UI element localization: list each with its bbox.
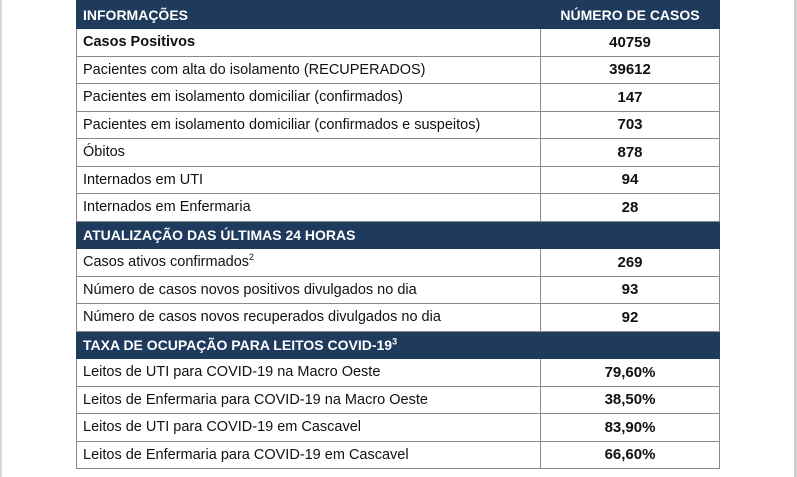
footnote-marker: 2 [249,252,255,263]
row-label: Pacientes em isolamento domiciliar (confirmados e suspeitos) [77,111,541,139]
section-header-24h [77,221,720,249]
row-label: Internados em Enfermaria [77,194,541,222]
row-value: 83,90% [541,414,720,442]
table-row [77,249,720,277]
row-value: 40759 [541,29,720,57]
row-value: 38,50% [541,386,720,414]
section-title: ATUALIZAÇÃO DAS ÚLTIMAS 24 HORAS [77,221,541,249]
row-value: 703 [541,111,720,139]
row-label-text: Casos ativos confirmados [83,254,250,271]
section-title-text: TAXA DE OCUPAÇÃO PARA LEITOS COVID-19 [83,336,393,353]
row-label: Leitos de UTI para COVID-19 na Macro Oeste [77,359,541,387]
table-row [77,386,720,414]
row-label: Internados em UTI [77,166,541,194]
row-label: Óbitos [77,139,541,167]
row-value: 269 [541,249,720,277]
row-value: 39612 [541,56,720,84]
row-label: Número de casos novos positivos divulgados no dia [77,276,541,304]
table-row [77,304,720,332]
section-title [77,331,541,359]
section-header-empty-cell [541,331,720,359]
row-label: Casos Positivos [77,29,541,57]
row-value: 66,60% [541,441,720,469]
row-label: Leitos de Enfermaria para COVID-19 na Macro Oeste [77,386,541,414]
row-label: Leitos de Enfermaria para COVID-19 em Cascavel [77,441,541,469]
table-row [77,359,720,387]
page-left-edge [0,0,2,477]
row-value: 147 [541,84,720,112]
row-value: 94 [541,166,720,194]
table-row [77,414,720,442]
section-header-empty-cell [541,221,720,249]
row-value: 93 [541,276,720,304]
row-value: 92 [541,304,720,332]
covid-stats-table [76,0,720,469]
row-value: 79,60% [541,359,720,387]
row-label: Leitos de UTI para COVID-19 em Cascavel [77,414,541,442]
table-row [77,441,720,469]
table-row [77,276,720,304]
row-label: Pacientes com alta do isolamento (RECUPERADOS) [77,56,541,84]
section-header-ocupacao [77,331,720,359]
table-row [77,29,720,57]
row-value: 878 [541,139,720,167]
row-label: Pacientes em isolamento domiciliar (confirmados) [77,84,541,112]
table-row [77,111,720,139]
header-informacoes: INFORMAÇÕES [77,1,541,29]
table-row [77,194,720,222]
header-numero-de-casos: NÚMERO DE CASOS [541,1,720,29]
table-row [77,166,720,194]
row-label: Número de casos novos recuperados divulgados no dia [77,304,541,332]
row-value: 28 [541,194,720,222]
footnote-marker: 3 [392,336,398,347]
row-label [77,249,541,277]
table-row [77,139,720,167]
table-header-row [77,1,720,29]
table-row [77,56,720,84]
table-row [77,84,720,112]
